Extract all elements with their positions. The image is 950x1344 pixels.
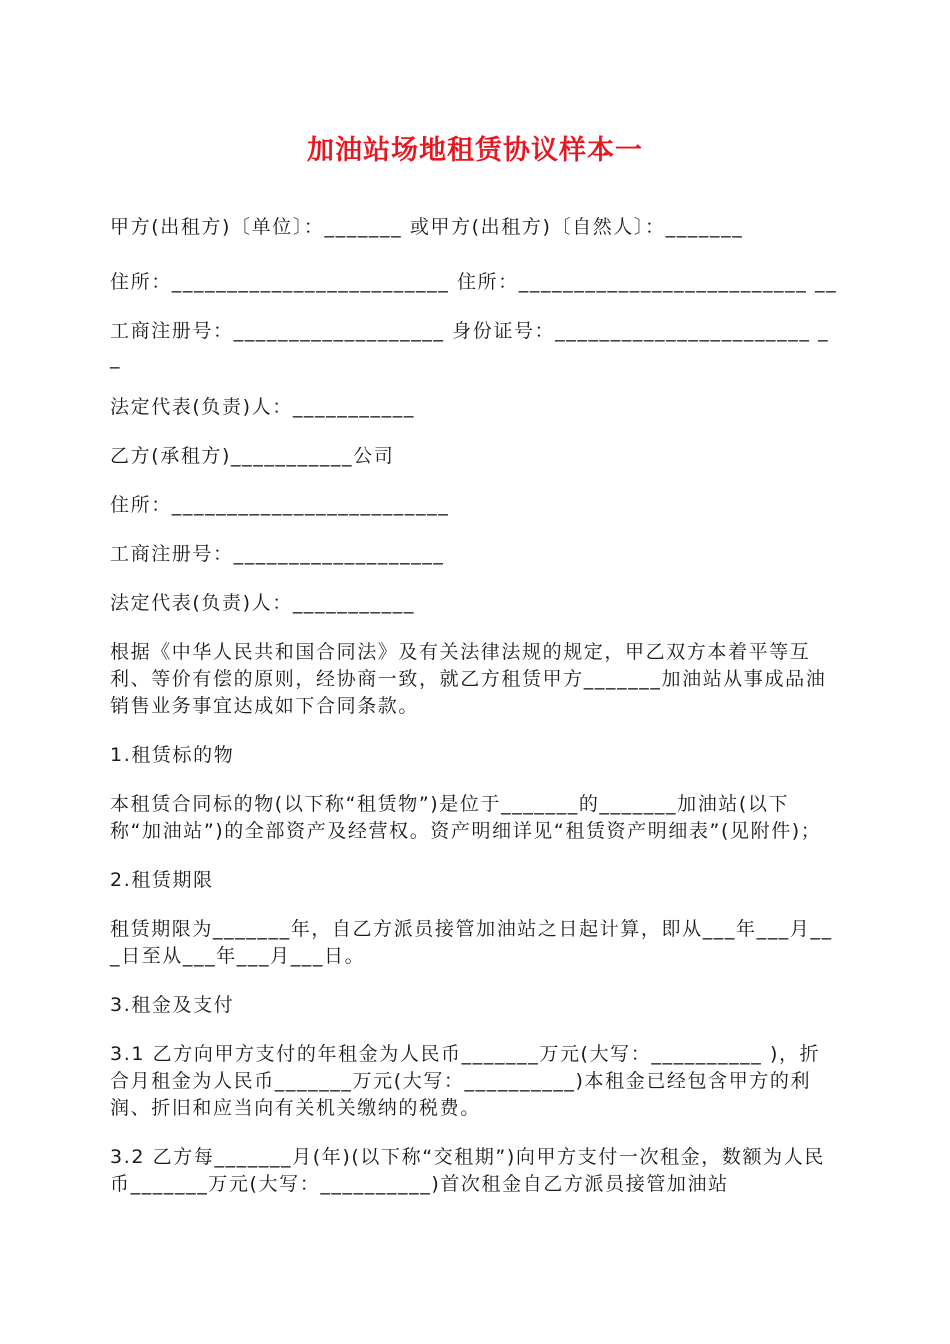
section-1-paragraph: 本租赁合同标的物(以下称“租赁物”)是位于_______的_______加油站(以下称“加油站”)的全部资产及经营权。资产明细详见“租赁资产明细表”(见附件)； (110, 793, 822, 842)
party-a-registration-line: 工商注册号：___________________ 身份证号：_______________________ __ (110, 320, 830, 369)
section-heading-1: 1.租赁标的物 (110, 744, 235, 766)
party-b-address-line: 住所：_________________________ (110, 494, 450, 516)
preamble-paragraph: 根据《中华人民共和国合同法》及有关法律法规的规定，甲乙双方本着平等互利、等价有偿的原则，经协商一致，就乙方租赁甲方_______加油站从事成品油销售业务事宜达成如下合同条款。 (110, 641, 827, 717)
document-body (110, 214, 840, 1220)
party-b-representative-line: 法定代表(负责)人：___________ (110, 592, 415, 614)
party-a-representative-line: 法定代表(负责)人：___________ (110, 396, 415, 418)
party-b-registration-line: 工商注册号：___________________ (110, 543, 445, 565)
clause-3-2-paragraph: 3.2 乙方每_______月(年)(以下称“交租期”)向甲方支付一次租金，数额为人民币_______万元(大写：__________)首次租金自乙方派员接管加油站 (110, 1146, 825, 1195)
party-a-address-line: 住所：_________________________ 住所：__________________________ __ (110, 271, 838, 293)
section-2-paragraph: 租赁期限为_______年，自乙方派员接管加油站之日起计算，即从___年___月___日至从___年___月___日。 (110, 918, 833, 967)
section-heading-3: 3.租金及支付 (110, 994, 235, 1016)
section-heading-2: 2.租赁期限 (110, 869, 214, 891)
document-title: 加油站场地租赁协议样本一 (307, 135, 643, 166)
party-a-line: 甲方(出租方)〔单位〕：_______ 或甲方(出租方)〔自然人〕：_______ (110, 216, 744, 238)
clause-3-1-paragraph: 3.1 乙方向甲方支付的年租金为人民币_______万元(大写：__________ )，折合月租金为人民币_______万元(大写：__________)本租金已经包含甲方的利润、折旧和应当向有关机关缴纳的税费。 (110, 1043, 821, 1119)
party-b-line: 乙方(承租方)___________公司 (110, 445, 395, 467)
